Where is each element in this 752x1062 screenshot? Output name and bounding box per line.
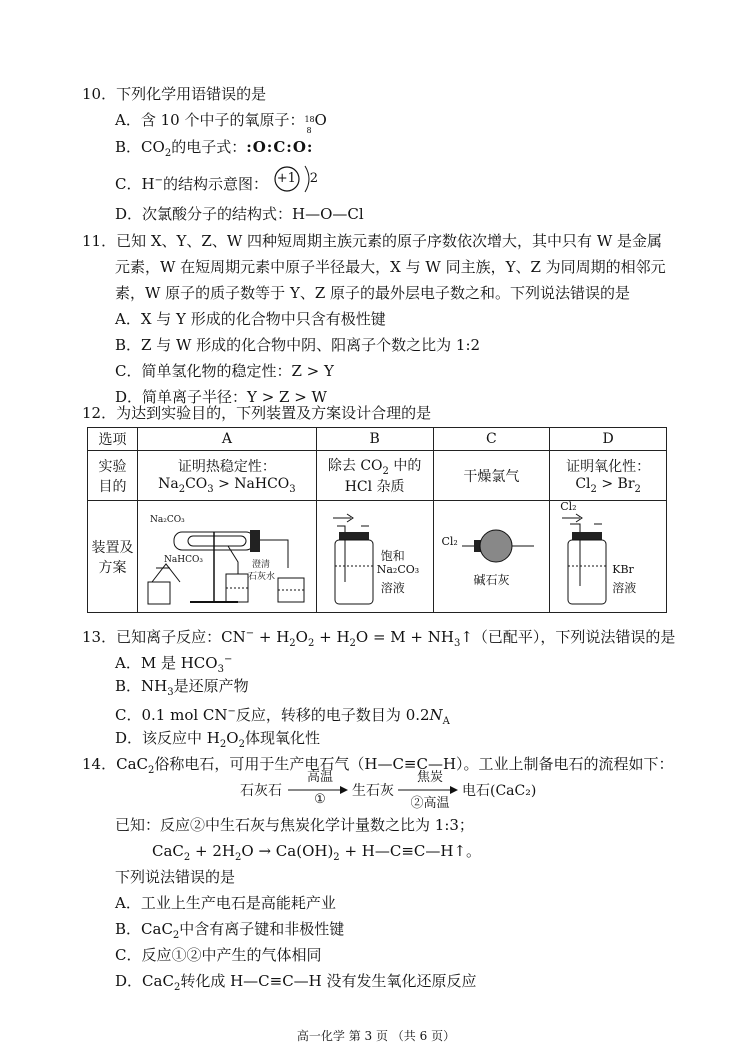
- table-header-c: C: [433, 428, 550, 451]
- q14-stem-2: 下列说法错误的是: [115, 868, 236, 886]
- drying-bulb-c: [434, 502, 548, 612]
- q11-option-d: D．简单离子半径：Y > Z > W: [115, 388, 327, 406]
- purpose-row-label: 实验 目的: [88, 451, 138, 501]
- q10-option-b: B．$CO_2$的电子式：:O:C:O:: [115, 138, 314, 159]
- q11-option-c: C．简单氢化物的稳定性：Z > Y: [115, 362, 334, 380]
- q12-stem: 12．为达到实验目的，下列装置及方案设计合理的是: [82, 404, 432, 422]
- q13-option-d: D．该反应中 $H_2O_2$体现氧化性: [115, 729, 320, 750]
- q14-known-2: $CaC_2 + 2H_2O \to Ca(OH)_2$ + H—C≡C—H↑。: [152, 842, 482, 863]
- q13-stem: 13．已知离子反应：$CN^- + H_2O_2 + H_2O = M$ + $NH_3↑$（已配平），下列说法错误的是: [82, 628, 676, 649]
- flow-arrow2-bottom: ②高温: [410, 796, 450, 811]
- table-header-b: B: [316, 428, 433, 451]
- q11-stem-line-1: 11．已知 X、Y、Z、W 四种短周期主族元素的原子序数依次增大，其中只有 W 是金属: [82, 232, 663, 250]
- q14-stem: 14．CaC$_2$俗称电石，可用于生产电石气（H—C≡C—H）。工业上制备电石的流程如下：: [82, 755, 674, 776]
- purpose-a: 证明热稳定性： $Na_2CO_3$ > NaHCO$_3$: [138, 451, 317, 501]
- apparatus-a: Na₂CO₃ NaHCO₃ 澄清 石灰水: [138, 501, 317, 613]
- q14-option-a: A．工业上生产电石是高能耗产业: [115, 894, 336, 912]
- q10-option-a: A．含 10 个中子的氧原子： 18 8 O: [115, 111, 327, 135]
- q10-option-c: C．H−的结构示意图： +1 2: [115, 170, 323, 200]
- flow-quicklime: 生石灰: [352, 783, 394, 799]
- q11-option-a: A．X 与 Y 形成的化合物中只含有极性键: [115, 310, 386, 328]
- flow-calcium-carbide: 电石(CaC₂): [462, 783, 537, 799]
- gas-washing-bottle-d: [550, 502, 664, 612]
- q11-option-b: B．Z 与 W 形成的化合物中阴、阳离子个数之比为 1:2: [115, 336, 481, 354]
- flow-arrow1-top: 高温: [306, 770, 333, 785]
- gas-washing-bottle-b: [317, 502, 431, 612]
- q13-option-b: B．$NH_3$是还原产物: [115, 677, 249, 698]
- table-header-a: A: [138, 428, 317, 451]
- page-footer: 高一化学 第 3 页 （共 6 页）: [296, 1029, 456, 1043]
- q11-stem-line-3: 素，W 原子的质子数等于 Y、Z 原子的最外层电子数之和。下列说法错误的是: [115, 284, 631, 302]
- table-header-d: D: [550, 428, 667, 451]
- apparatus-row-label: 装置及 方案: [88, 501, 138, 613]
- hydride-structure-diagram: +1 2: [273, 170, 323, 200]
- q11-stem-line-2: 元素，W 在短周期元素中原子半径最大，X 与 W 同主族，Y、Z 为同周期的相邻元: [115, 258, 666, 276]
- q12-options-table: [87, 427, 667, 613]
- q13-option-a: A．M 是 $HCO_3^-$: [115, 654, 233, 675]
- q14-option-c: C．反应①②中产生的气体相同: [115, 946, 322, 964]
- q14-known-1: 已知：反应②中生石灰与焦炭化学计量数之比为 1:3；: [115, 816, 474, 834]
- flow-arrow1-bottom: ①: [314, 792, 326, 807]
- q14-option-b: B．CaC$_2$中含有离子键和非极性键: [115, 920, 345, 941]
- q14-process-flow: [240, 768, 537, 811]
- q14-option-d: D．CaC$_2$转化成 H—C≡C—H 没有发生氧化还原反应: [115, 972, 477, 993]
- purpose-c: 干燥氯气: [433, 451, 550, 501]
- purpose-d: 证明氧化性： $Cl_2 > Br_2$: [550, 451, 667, 501]
- q10-stem: 10．下列化学用语错误的是: [82, 85, 267, 103]
- table-header-option: 选项: [88, 428, 138, 451]
- q13-option-c: C．0.1 mol CN−反应，转移的电子数目为 $0.2N_A$: [115, 706, 450, 727]
- purpose-b: 除去 $CO_2$ 中的 HCl 杂质: [316, 451, 433, 501]
- apparatus-b: 饱和 Na₂CO₃ 溶液: [316, 501, 433, 613]
- apparatus-c: Cl₂ 碱石灰: [433, 501, 550, 613]
- flow-limestone: 石灰石: [240, 783, 282, 799]
- apparatus-d: Cl₂ KBr 溶液: [550, 501, 667, 613]
- flow-arrow2-top: 焦炭: [416, 770, 443, 785]
- co2-electron-formula: :O:C:O:: [246, 138, 314, 156]
- q10-option-d: D．次氯酸分子的结构式：H—O—Cl: [115, 205, 364, 223]
